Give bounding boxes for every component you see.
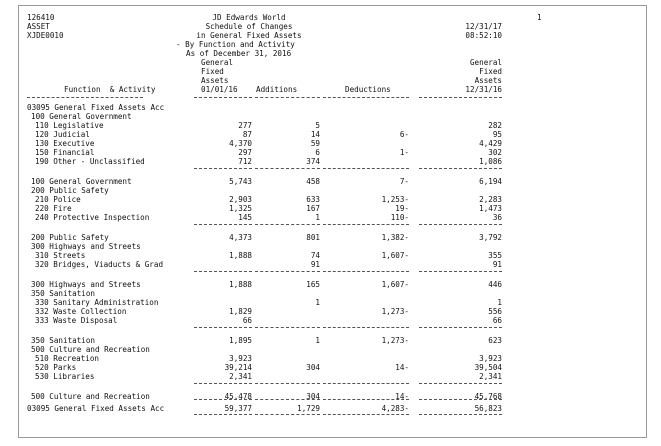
subtotal-rule bbox=[323, 383, 409, 384]
subtotal-rule bbox=[323, 168, 409, 169]
subtotal-rule bbox=[419, 399, 502, 400]
grand-total-row-ded: 4,283- bbox=[381, 404, 409, 413]
col-beg-header-l3: Assets bbox=[201, 76, 229, 85]
table-row-end: 1,473 bbox=[479, 204, 502, 213]
table-row-end: 91 bbox=[492, 260, 502, 269]
report-id: 126410 bbox=[27, 13, 55, 22]
table-row-ded: 6- bbox=[399, 130, 409, 139]
section-heading: 200 Public Safety bbox=[31, 186, 109, 195]
table-row-beg: 2,341 bbox=[229, 372, 252, 381]
system-code: ASSET bbox=[27, 22, 50, 31]
table-row-ded: 1,607- bbox=[381, 251, 409, 260]
subtotal-rule bbox=[419, 383, 502, 384]
table-row-end: 95 bbox=[492, 130, 502, 139]
table-row-label: 510 Recreation bbox=[35, 354, 100, 363]
table-row-end: 66 bbox=[492, 316, 502, 325]
table-row-add: 14 bbox=[310, 130, 320, 139]
table-row-end: 36 bbox=[492, 213, 502, 222]
subtotal-rule bbox=[194, 168, 252, 169]
subtotal-row-ded: 7- bbox=[399, 177, 409, 186]
report-title: Schedule of Changes bbox=[205, 22, 293, 31]
subtotal-rule bbox=[194, 271, 252, 272]
table-row-label: 530 Libraries bbox=[35, 372, 95, 381]
program-id: XJDE0010 bbox=[27, 31, 64, 40]
table-row-end: 1 bbox=[497, 298, 502, 307]
grand-total-row-beg: 59,377 bbox=[224, 404, 252, 413]
subtotal-row-beg: 1,895 bbox=[229, 336, 252, 345]
table-row-beg: 277 bbox=[238, 121, 252, 130]
subtotal-row-beg: 45,478 bbox=[224, 392, 252, 401]
section-heading: 100 General Government bbox=[31, 112, 132, 121]
subtotal-row-beg: 1,888 bbox=[229, 280, 252, 289]
subtotal-row-add: 458 bbox=[306, 177, 320, 186]
col-function-header: Function & Activity bbox=[64, 85, 156, 94]
table-row-beg: 712 bbox=[238, 157, 252, 166]
subtotal-rule bbox=[419, 224, 502, 225]
subtotal-row-end: 45,768 bbox=[474, 392, 502, 401]
subtotal-row-end: 446 bbox=[488, 280, 502, 289]
subtotal-row-ded: 1,382- bbox=[381, 233, 409, 242]
subtotal-rule bbox=[194, 399, 252, 400]
table-row-label: 190 Other - Unclassified bbox=[35, 157, 145, 166]
col-beg-header-l4: 01/01/16 bbox=[201, 85, 238, 94]
subtotal-rule bbox=[194, 224, 252, 225]
report-subtitle-function: - By Function and Activity bbox=[176, 40, 295, 49]
col-end-header-l1: General bbox=[469, 58, 502, 67]
col-end-header-l3: Assets bbox=[474, 76, 502, 85]
subtotal-row-add: 1 bbox=[315, 336, 320, 345]
header-underline bbox=[194, 97, 252, 98]
subtotal-row-beg: 4,373 bbox=[229, 233, 252, 242]
table-row-ded: 1,253- bbox=[381, 195, 409, 204]
run-time: 08:52:10 bbox=[465, 31, 502, 40]
table-row-add: 6 bbox=[315, 148, 320, 157]
table-row-end: 282 bbox=[488, 121, 502, 130]
subtotal-row-end: 623 bbox=[488, 336, 502, 345]
subtotal-rule bbox=[255, 224, 320, 225]
col-end-header-l4: 12/31/16 bbox=[465, 85, 502, 94]
subtotal-rule bbox=[419, 168, 502, 169]
run-date: 12/31/17 bbox=[465, 22, 502, 31]
table-row-ded: 19- bbox=[395, 204, 409, 213]
subtotal-row-label: 350 Sanitation bbox=[31, 336, 96, 345]
table-row-end: 3,923 bbox=[479, 354, 502, 363]
table-row-end: 39,504 bbox=[474, 363, 502, 372]
table-row-beg: 2,903 bbox=[229, 195, 252, 204]
group-title: 03095 General Fixed Assets Acc bbox=[27, 103, 165, 112]
subtotal-row-add: 801 bbox=[306, 233, 320, 242]
table-row-ded: 14- bbox=[395, 363, 409, 372]
table-row-label: 330 Sanitary Administration bbox=[35, 298, 159, 307]
subtotal-row-ded: 1,607- bbox=[381, 280, 409, 289]
subtotal-rule bbox=[255, 168, 320, 169]
col-end-header-l2: Fixed bbox=[479, 67, 502, 76]
table-row-end: 302 bbox=[488, 148, 502, 157]
subtotal-rule bbox=[255, 383, 320, 384]
subtotal-row-add: 165 bbox=[306, 280, 320, 289]
subtotal-rule bbox=[323, 271, 409, 272]
table-row-add: 374 bbox=[306, 157, 320, 166]
table-row-label: 150 Financial bbox=[35, 148, 95, 157]
table-row-beg: 87 bbox=[242, 130, 252, 139]
subtotal-rule bbox=[323, 327, 409, 328]
subtotal-rule bbox=[194, 414, 252, 415]
table-row-label: 332 Waste Collection bbox=[35, 307, 127, 316]
subtotal-rule bbox=[255, 327, 320, 328]
table-row-label: 520 Parks bbox=[35, 363, 77, 372]
subtotal-row-ded: 14- bbox=[395, 392, 409, 401]
table-row-beg: 3,923 bbox=[229, 354, 252, 363]
subtotal-row-add: 304 bbox=[306, 392, 320, 401]
company-name: JD Edwards World bbox=[212, 13, 286, 22]
subtotal-rule bbox=[255, 414, 320, 415]
subtotal-row-end: 6,194 bbox=[479, 177, 502, 186]
table-row-add: 167 bbox=[306, 204, 320, 213]
table-row-label: 310 Streets bbox=[35, 251, 86, 260]
section-heading: 500 Culture and Recreation bbox=[31, 345, 150, 354]
table-row-add: 633 bbox=[306, 195, 320, 204]
section-heading: 350 Sanitation bbox=[31, 289, 96, 298]
table-row-end: 355 bbox=[488, 251, 502, 260]
col-beg-header-l2: Fixed bbox=[201, 67, 224, 76]
grand-total-row-end: 56,823 bbox=[474, 404, 502, 413]
table-row-end: 1,086 bbox=[479, 157, 502, 166]
report-page bbox=[18, 5, 647, 438]
subtotal-rule bbox=[419, 414, 502, 415]
subtotal-rule bbox=[255, 399, 320, 400]
subtotal-rule bbox=[323, 414, 409, 415]
subtotal-row-label: 100 General Government bbox=[31, 177, 132, 186]
grand-total-row-label: 03095 General Fixed Assets Acc bbox=[27, 404, 165, 413]
table-row-add: 304 bbox=[306, 363, 320, 372]
table-row-label: 333 Waste Disposal bbox=[35, 316, 118, 325]
table-row-beg: 39,214 bbox=[224, 363, 252, 372]
table-row-beg: 4,370 bbox=[229, 139, 252, 148]
subtotal-row-beg: 5,743 bbox=[229, 177, 252, 186]
subtotal-rule bbox=[194, 383, 252, 384]
header-underline bbox=[323, 97, 409, 98]
grand-total-row-add: 1,729 bbox=[297, 404, 320, 413]
col-beg-header-l1: General bbox=[201, 58, 234, 67]
table-row-add: 74 bbox=[310, 251, 320, 260]
table-row-beg: 1,325 bbox=[229, 204, 252, 213]
table-row-label: 320 Bridges, Viaducts & Grad bbox=[35, 260, 164, 269]
header-underline bbox=[27, 97, 143, 98]
subtotal-rule bbox=[419, 271, 502, 272]
subtotal-row-label: 500 Culture and Recreation bbox=[31, 392, 150, 401]
report-subtitle: in General Fixed Assets bbox=[196, 31, 302, 40]
table-row-end: 556 bbox=[488, 307, 502, 316]
page-number: 1 bbox=[537, 13, 542, 22]
table-row-ded: 1,273- bbox=[381, 307, 409, 316]
table-row-add: 91 bbox=[310, 260, 320, 269]
table-row-label: 210 Police bbox=[35, 195, 81, 204]
subtotal-rule bbox=[194, 327, 252, 328]
table-row-beg: 1,888 bbox=[229, 251, 252, 260]
subtotal-rule bbox=[323, 399, 409, 400]
col-additions-header: Additions bbox=[256, 85, 298, 94]
header-underline bbox=[255, 97, 320, 98]
table-row-label: 110 Legislative bbox=[35, 121, 104, 130]
table-row-beg: 297 bbox=[238, 148, 252, 157]
table-row-add: 1 bbox=[315, 298, 320, 307]
subtotal-row-end: 3,792 bbox=[479, 233, 502, 242]
subtotal-row-ded: 1,273- bbox=[381, 336, 409, 345]
header-underline bbox=[419, 97, 502, 98]
subtotal-row-label: 200 Public Safety bbox=[31, 233, 109, 242]
section-heading: 300 Highways and Streets bbox=[31, 242, 141, 251]
table-row-end: 2,341 bbox=[479, 372, 502, 381]
report-as-of-date: As of December 31, 2016 bbox=[186, 49, 292, 58]
subtotal-rule bbox=[419, 327, 502, 328]
table-row-ded: 110- bbox=[390, 213, 409, 222]
table-row-add: 5 bbox=[315, 121, 320, 130]
subtotal-rule bbox=[323, 224, 409, 225]
table-row-label: 240 Protective Inspection bbox=[35, 213, 150, 222]
col-deductions-header: Deductions bbox=[345, 85, 391, 94]
table-row-add: 59 bbox=[310, 139, 320, 148]
table-row-label: 220 Fire bbox=[35, 204, 72, 213]
table-row-label: 130 Executive bbox=[35, 139, 95, 148]
table-row-beg: 66 bbox=[242, 316, 252, 325]
subtotal-row-label: 300 Highways and Streets bbox=[31, 280, 141, 289]
table-row-beg: 1,829 bbox=[229, 307, 252, 316]
table-row-ded: 1- bbox=[399, 148, 409, 157]
table-row-end: 2,283 bbox=[479, 195, 502, 204]
table-row-beg: 145 bbox=[238, 213, 252, 222]
subtotal-rule bbox=[255, 271, 320, 272]
table-row-end: 4,429 bbox=[479, 139, 502, 148]
table-row-add: 1 bbox=[315, 213, 320, 222]
table-row-label: 120 Judicial bbox=[35, 130, 90, 139]
